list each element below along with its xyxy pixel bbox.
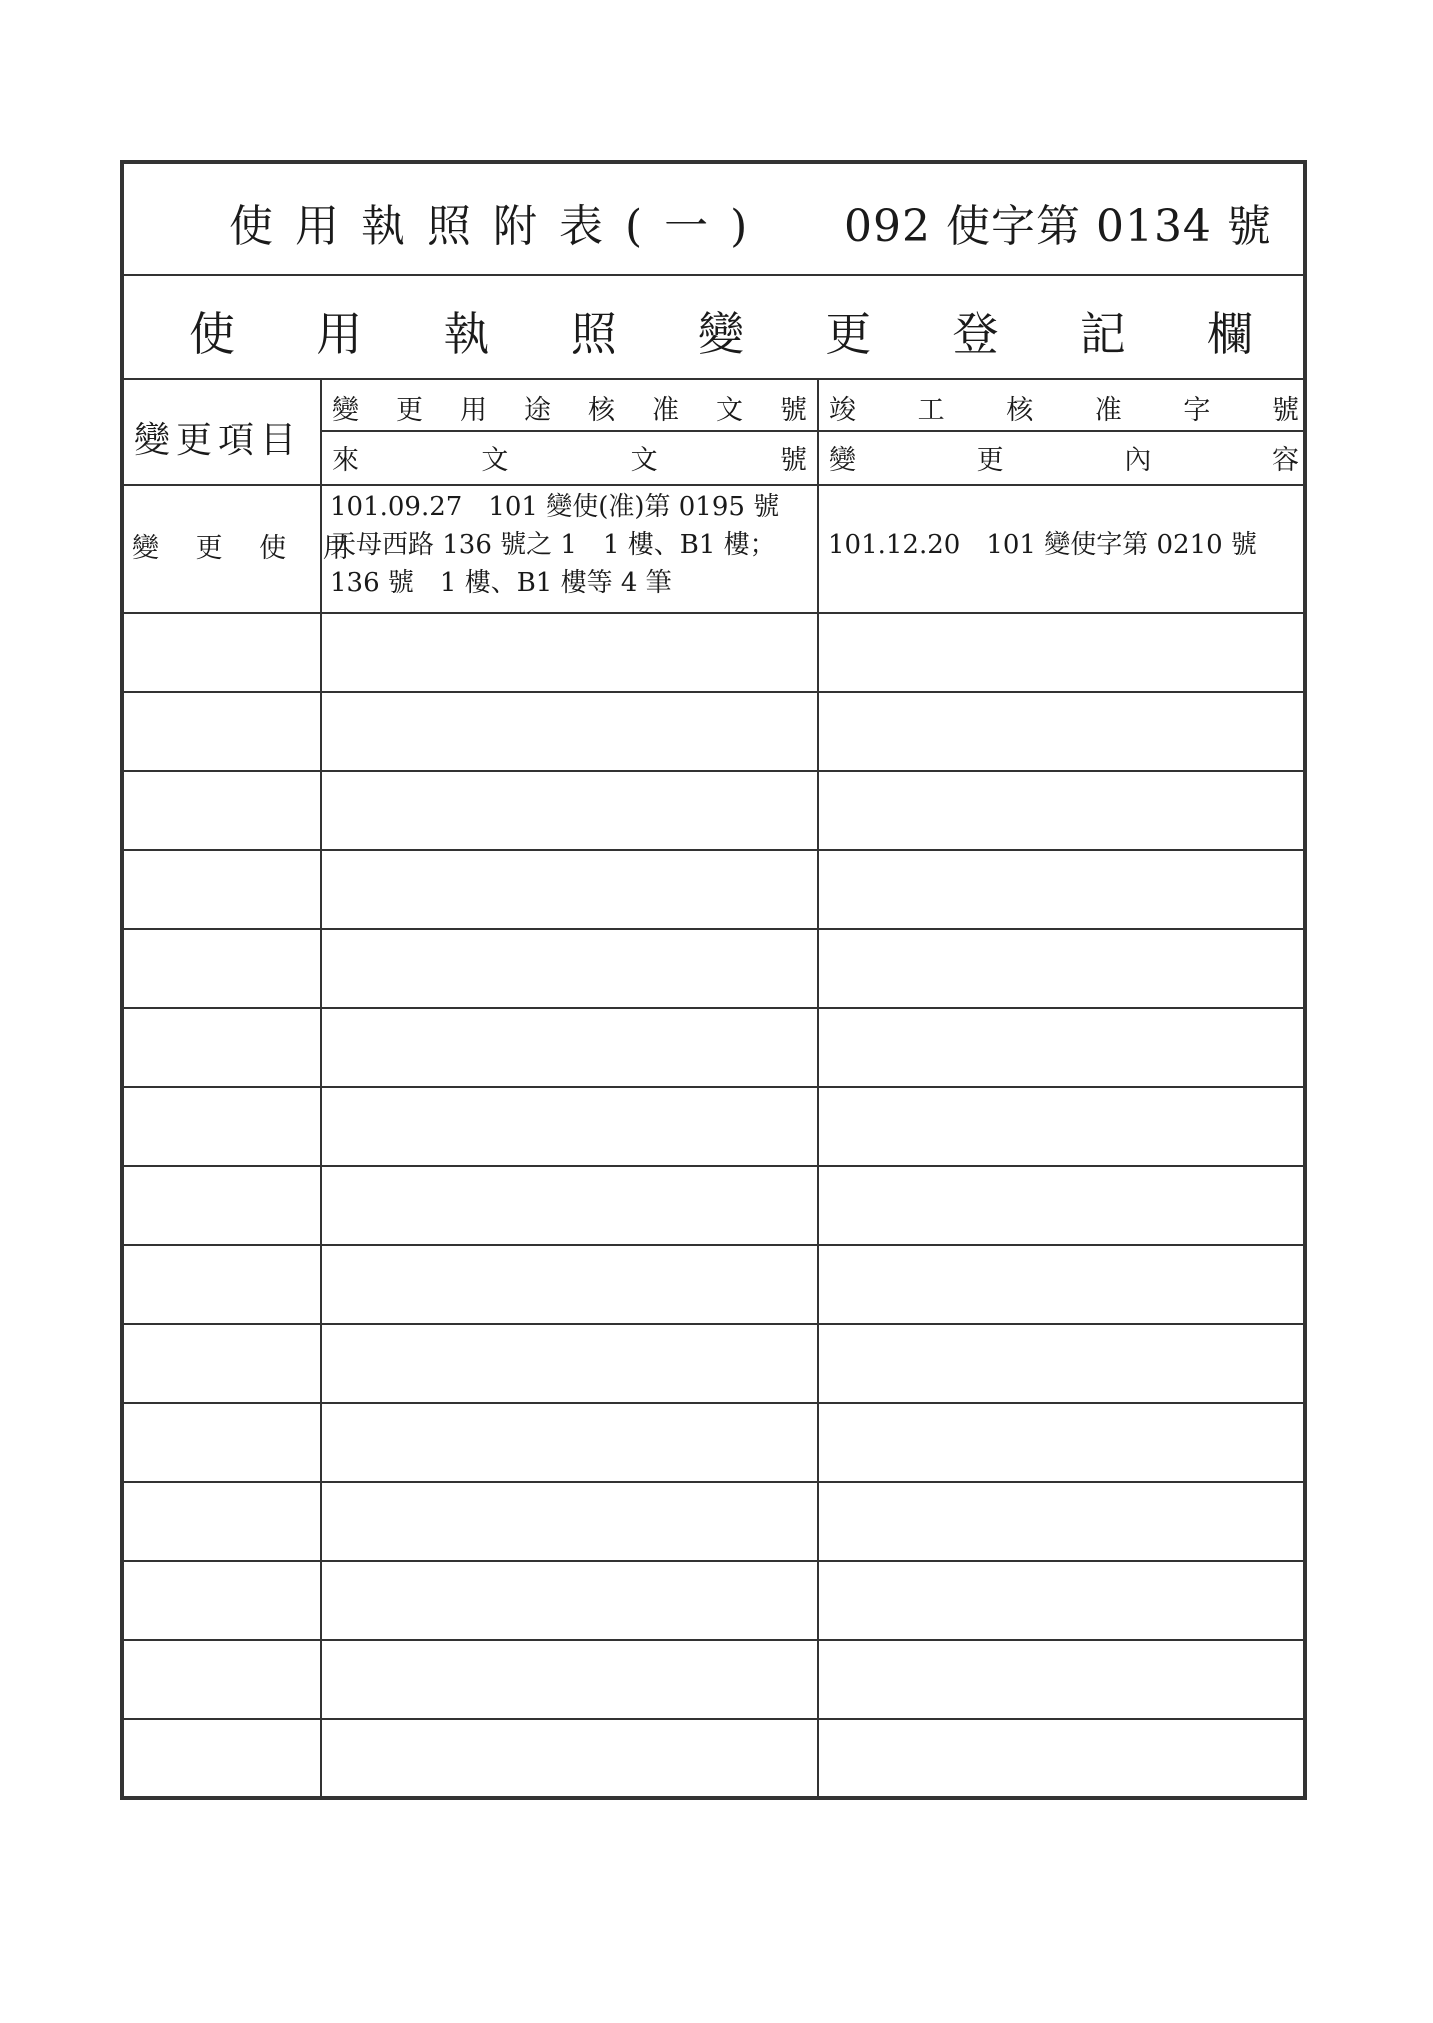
heading-char: 照 bbox=[570, 307, 617, 361]
header-char: 更 bbox=[976, 445, 1004, 476]
header-char: 來 bbox=[332, 445, 359, 476]
registration-table bbox=[124, 380, 1303, 1796]
header-char: 號 bbox=[780, 395, 807, 426]
form-title: 使用執照附表(一) bbox=[229, 201, 770, 252]
header-char: 用 bbox=[460, 395, 487, 426]
row-line bbox=[124, 1639, 1303, 1641]
row-line bbox=[124, 691, 1303, 693]
header-char: 工 bbox=[917, 395, 945, 426]
row-line bbox=[124, 1560, 1303, 1562]
header-char: 變 bbox=[829, 445, 856, 476]
header-char: 容 bbox=[1271, 445, 1299, 476]
heading-char: 用 bbox=[316, 307, 363, 361]
header-char: 號 bbox=[779, 445, 807, 476]
approval-line: 天母西路 136 號之 1 1 樓、B1 樓； bbox=[330, 530, 776, 560]
section-heading bbox=[189, 298, 1253, 364]
row-line bbox=[124, 1086, 1303, 1088]
subtitle-row bbox=[124, 276, 1303, 380]
header-char: 准 bbox=[1094, 395, 1122, 426]
row-line bbox=[124, 849, 1303, 851]
header-change-content bbox=[829, 438, 1299, 477]
header-split-line bbox=[320, 430, 1303, 432]
title-row bbox=[124, 164, 1303, 276]
row-line bbox=[124, 770, 1303, 772]
heading-char: 更 bbox=[825, 307, 872, 361]
heading-char: 欄 bbox=[1207, 307, 1253, 361]
license-number: 092 使字第 0134 號 bbox=[844, 201, 1272, 252]
header-char: 文 bbox=[630, 445, 658, 476]
header-char: 文 bbox=[481, 445, 509, 476]
header-completion-no bbox=[829, 388, 1299, 427]
header-char: 途 bbox=[524, 395, 551, 426]
row-line bbox=[124, 928, 1303, 930]
header-char: 號 bbox=[1271, 395, 1299, 426]
heading-char: 變 bbox=[698, 307, 744, 361]
header-char: 變 bbox=[332, 395, 359, 426]
column-divider bbox=[817, 380, 819, 1796]
row-line bbox=[124, 1007, 1303, 1009]
row-approval-text bbox=[330, 488, 779, 602]
header-char: 字 bbox=[1183, 395, 1211, 426]
row-line bbox=[124, 1323, 1303, 1325]
heading-char: 記 bbox=[1079, 307, 1126, 361]
header-approval-no bbox=[332, 388, 807, 427]
header-char: 准 bbox=[652, 395, 679, 426]
row-line bbox=[124, 1718, 1303, 1720]
header-char: 核 bbox=[1006, 395, 1034, 426]
header-char: 更 bbox=[396, 395, 423, 426]
header-incoming-no bbox=[332, 438, 807, 477]
header-bottom-line bbox=[124, 484, 1303, 486]
approval-line: 101.09.27 101 變使(准)第 0195 號 bbox=[330, 492, 780, 522]
header-char: 文 bbox=[716, 395, 743, 426]
row-line bbox=[124, 1481, 1303, 1483]
license-change-form bbox=[120, 160, 1307, 1800]
row-completion-text: 101.12.20 101 變使字第 0210 號 bbox=[828, 530, 1257, 560]
heading-char: 使 bbox=[189, 307, 235, 361]
approval-line: 136 號 1 樓、B1 樓等 4 筆 bbox=[330, 568, 672, 598]
row-line bbox=[124, 1244, 1303, 1246]
header-char: 核 bbox=[588, 395, 615, 426]
heading-char: 執 bbox=[443, 307, 490, 361]
column-divider bbox=[320, 380, 322, 1796]
header-char: 竣 bbox=[829, 395, 856, 426]
row-item: 變 更 使 用 bbox=[132, 533, 364, 564]
row-line bbox=[124, 1402, 1303, 1404]
row-line bbox=[124, 612, 1303, 614]
header-change-item: 變更項目 bbox=[134, 420, 303, 461]
heading-char: 登 bbox=[952, 307, 999, 361]
row-line bbox=[124, 1165, 1303, 1167]
header-char: 內 bbox=[1124, 445, 1152, 476]
